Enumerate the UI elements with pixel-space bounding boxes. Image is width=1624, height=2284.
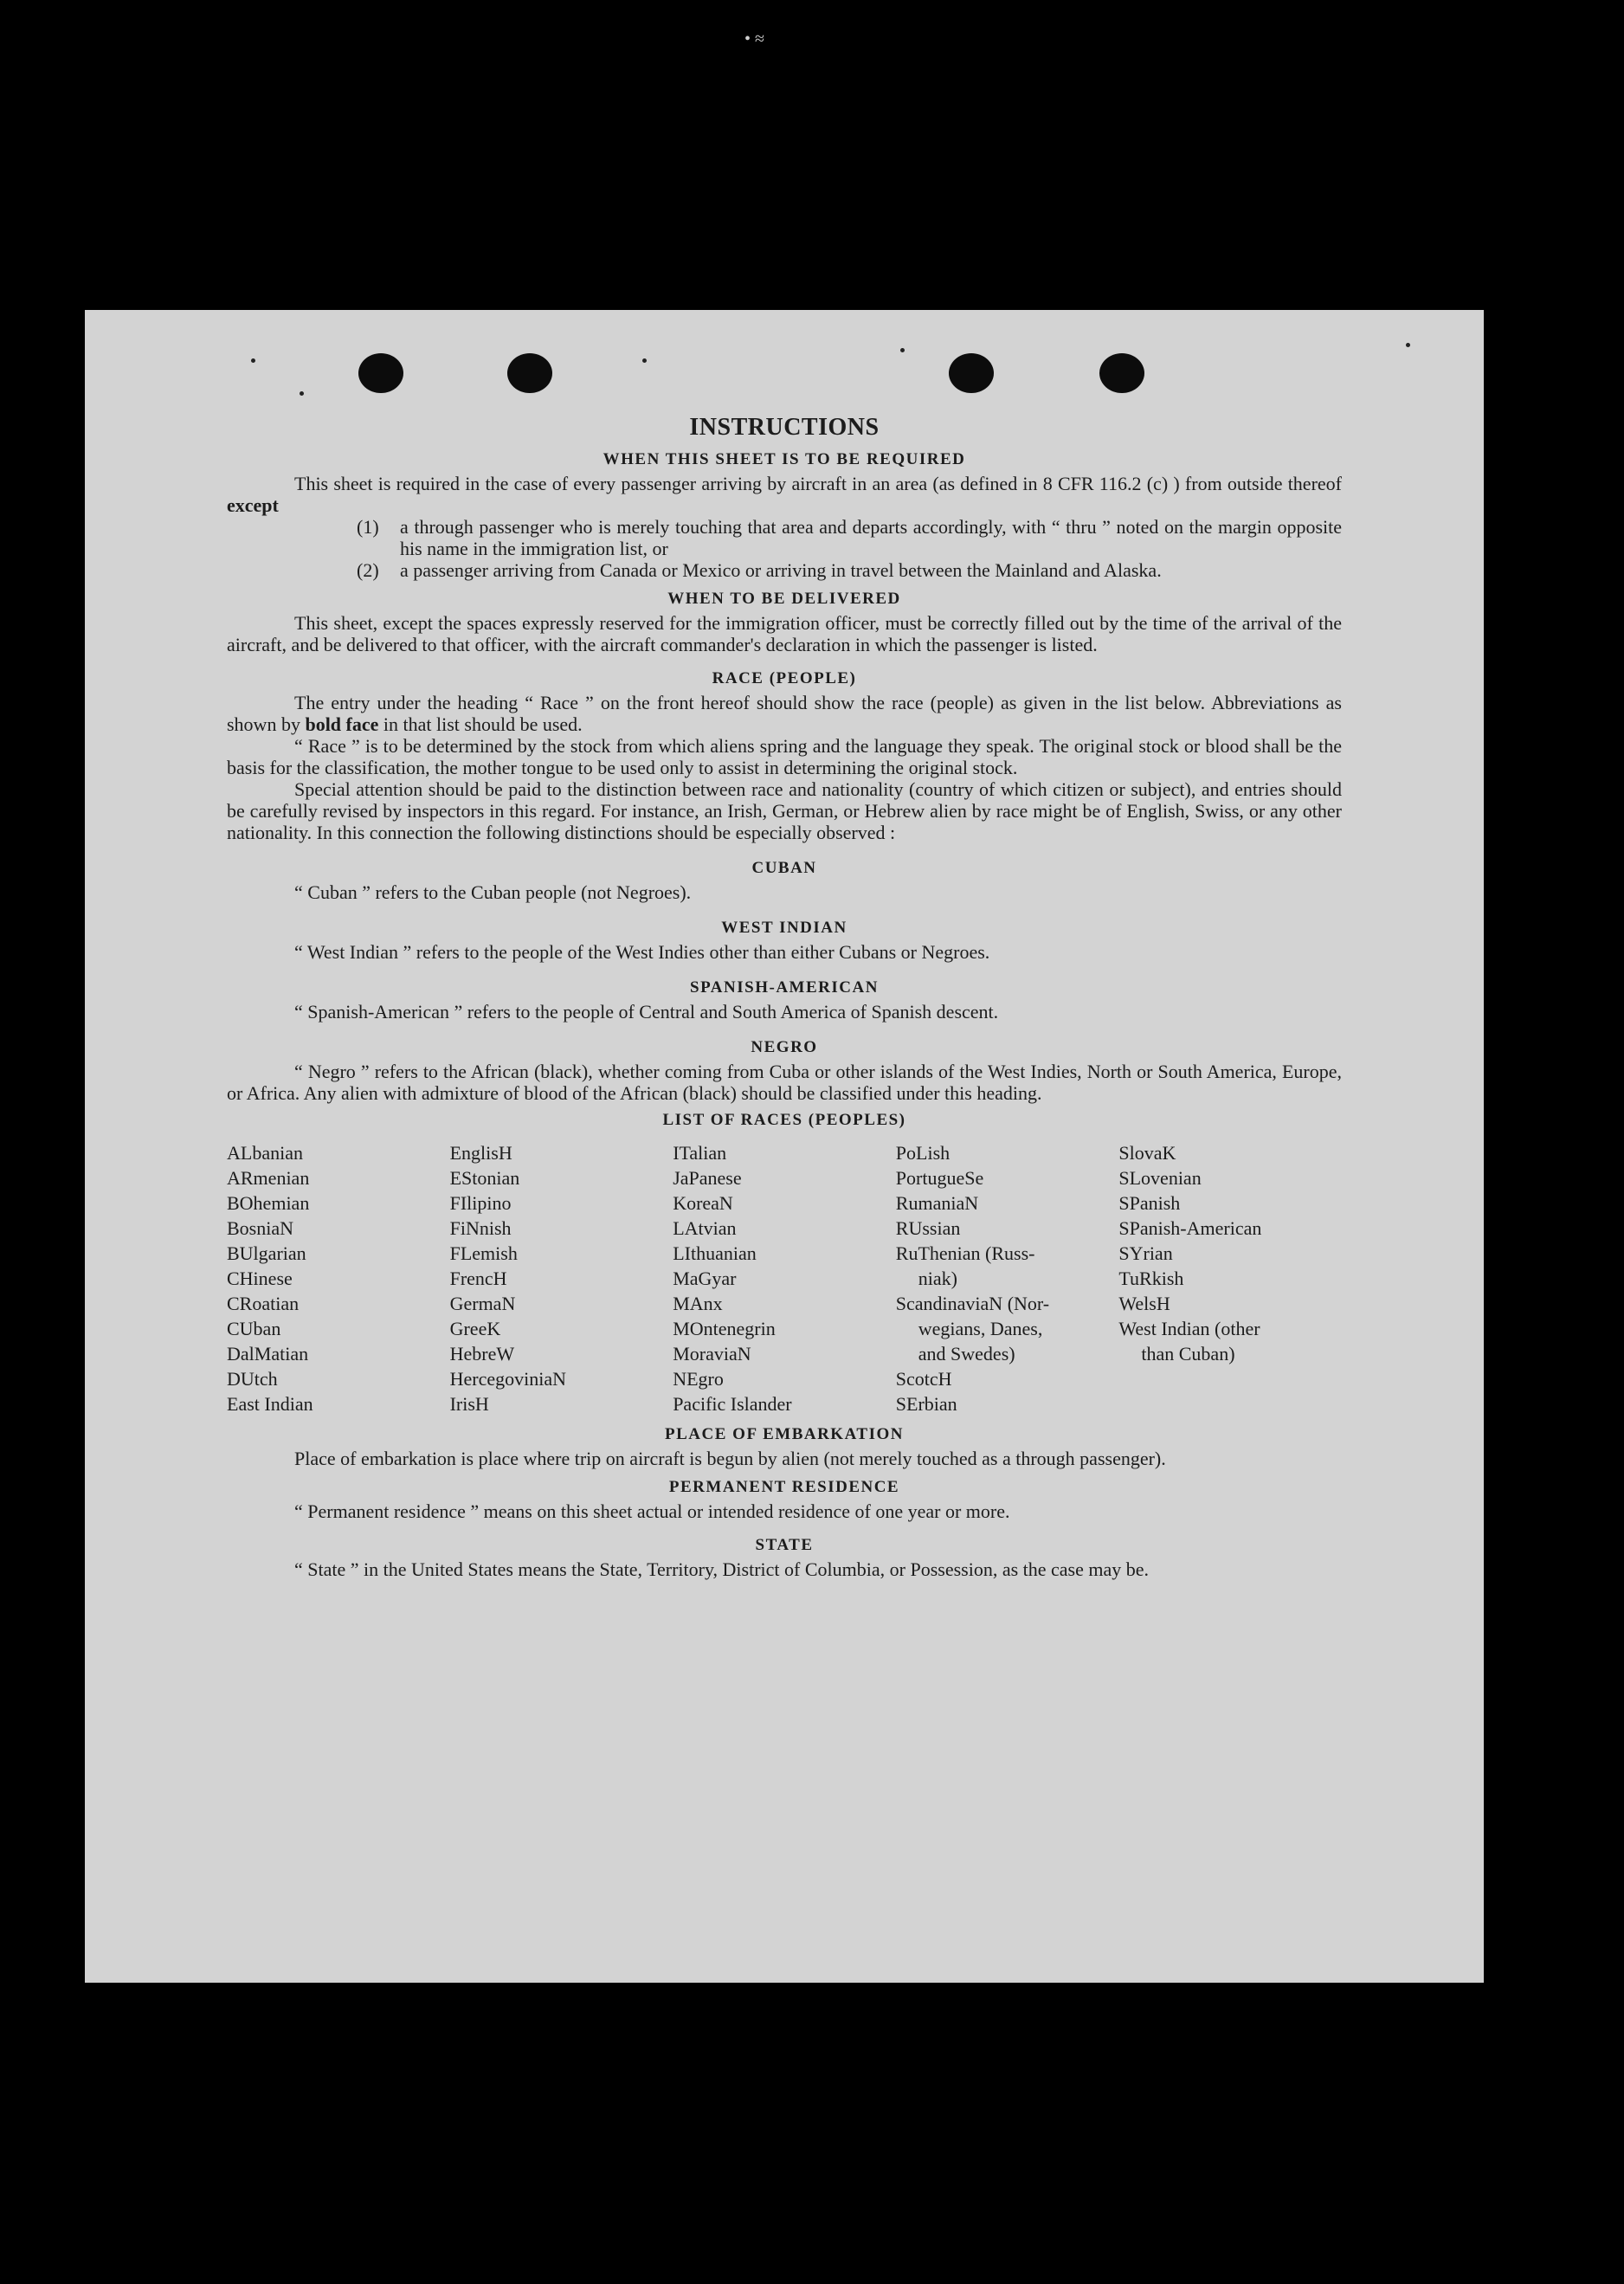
race-entry: CRoatian (227, 1293, 300, 1314)
section-heading: SPANISH-AMERICAN (690, 978, 879, 997)
race-entry: NEgro (673, 1368, 724, 1390)
item-text: a through passenger who is merely touching that area and departs accordingly, with “ thru ” noted on the margin opposite his name in the immigration list, or (400, 516, 1342, 559)
race-entry: MaGyar (673, 1268, 737, 1289)
paragraph (227, 692, 1342, 735)
race-entry: SErbian (895, 1393, 957, 1415)
race-entry: FiNnish (449, 1217, 512, 1239)
race-entry: MOntenegrin (673, 1318, 776, 1339)
section-heading: STATE (755, 1536, 814, 1554)
list-item (357, 559, 1342, 581)
list-item (357, 516, 1342, 559)
race-entry: KoreaN (673, 1192, 733, 1214)
race-entry: HebreW (449, 1343, 515, 1365)
item-number: (1) (357, 516, 379, 538)
speck (251, 358, 255, 363)
race-entry: LAtvian (673, 1217, 737, 1239)
item-number: (2) (357, 559, 379, 581)
race-entry: WelsH (1118, 1293, 1170, 1314)
paragraph: Special attention should be paid to the distinction between race and nationality (country of which citizen or subject), and entries should be carefully revised by inspectors in this regard. For instance, an Irish, German, or Hebrew alien by race might be of English, Swiss, or any other nationality. In this connection the following distinctions should be especially observed : (227, 778, 1342, 843)
race-entry: GreeK (449, 1318, 501, 1339)
punch-hole (358, 353, 403, 393)
paragraph-text: in that list should be used. (383, 713, 583, 735)
punch-hole (507, 353, 552, 393)
scan-mark: • ≈ (744, 29, 764, 48)
definition: “ Negro ” refers to the African (black), whether coming from Cuba or other islands of the West Indies, North or South America, Europe, or Africa. Any alien with admixture of blood of the African (black) should be classified under this heading. (227, 1061, 1342, 1104)
race-entry: East Indian (227, 1393, 313, 1415)
race-column (227, 1140, 450, 1416)
instruction-sheet (85, 310, 1484, 1983)
definition: Place of embarkation is place where trip on aircraft is begun by alien (not merely touched as a through passenger). (294, 1448, 1166, 1469)
section-heading: WEST INDIAN (721, 919, 847, 937)
definition: “ State ” in the United States means the State, Territory, District of Columbia, or Possession, as the case may be. (294, 1558, 1150, 1580)
page-title: INSTRUCTIONS (689, 414, 880, 441)
paragraph-text: The entry under the heading “ Race ” on the front hereof should show the race (people) as given in the list below. Abbreviations as shown by (227, 692, 1342, 735)
race-entry: MoraviaN (673, 1343, 751, 1365)
race-entry: ScandinaviaN (Nor- (895, 1293, 1050, 1314)
section-heading: PERMANENT RESIDENCE (668, 1478, 900, 1496)
race-entry: DUtch (227, 1368, 278, 1390)
paragraph-text: This sheet is required in the case of every passenger arriving by aircraft in an area (as defined in 8 CFR 116.2 (c) ) from outside thereof (294, 473, 1342, 494)
race-entry: than Cuban) (1141, 1343, 1235, 1365)
race-entry: niak) (918, 1268, 957, 1289)
race-entry: RumaniaN (895, 1192, 979, 1214)
race-entry: MAnx (673, 1293, 723, 1314)
definition: “ Permanent residence ” means on this sheet actual or intended residence of one year or more. (294, 1500, 1010, 1522)
paragraph: This sheet, except the spaces expressly reserved for the immigration officer, must be correctly filled out by the time of the arrival of the aircraft, and be delivered to that officer, with the aircraft commander's declaration in which the passenger is listed. (227, 612, 1342, 655)
race-entry: FrencH (449, 1268, 507, 1289)
race-entry: ARmenian (227, 1167, 310, 1189)
race-entry: DalMatian (227, 1343, 309, 1365)
item-text: a passenger arriving from Canada or Mexico or arriving in travel between the Mainland and Alaska. (400, 559, 1162, 581)
section-heading: RACE (PEOPLE) (712, 669, 857, 687)
race-entry: ITalian (673, 1142, 727, 1164)
race-entry: SPanish-American (1118, 1217, 1262, 1239)
punch-hole (949, 353, 994, 393)
race-entry: ALbanian (227, 1142, 303, 1164)
race-entry: SYrian (1118, 1242, 1173, 1264)
race-entry: FIlipino (449, 1192, 512, 1214)
race-entry: CHinese (227, 1268, 293, 1289)
section-heading: NEGRO (751, 1038, 818, 1056)
punch-hole (1099, 353, 1144, 393)
speck (642, 358, 647, 363)
race-column (450, 1140, 673, 1416)
section-heading: WHEN THIS SHEET IS TO BE REQUIRED (603, 450, 966, 468)
speck (1406, 343, 1410, 347)
race-entry: SLovenian (1118, 1167, 1202, 1189)
race-entry: CUban (227, 1318, 281, 1339)
race-entry: GermaN (449, 1293, 516, 1314)
section-heading: WHEN TO BE DELIVERED (667, 590, 901, 608)
race-list (227, 1140, 1342, 1416)
race-entry: wegians, Danes, (918, 1318, 1043, 1339)
race-column (673, 1140, 896, 1416)
race-entry: RuThenian (Russ- (895, 1242, 1035, 1264)
race-entry: PortugueSe (895, 1167, 984, 1189)
speck (300, 391, 304, 396)
definition: “ Spanish-American ” refers to the people of Central and South America of Spanish descent. (294, 1001, 999, 1023)
race-entry: West Indian (other (1118, 1318, 1260, 1339)
definition: “ West Indian ” refers to the people of the West Indies other than either Cubans or Negroes. (294, 941, 990, 963)
section-heading: CUBAN (751, 859, 817, 877)
section-heading: PLACE OF EMBARKATION (665, 1425, 904, 1443)
race-column (1118, 1140, 1342, 1416)
paragraph: “ Race ” is to be determined by the stock from which aliens spring and the language they speak. The original stock or blood shall be the basis for the classification, the mother tongue to be used only to assist in determining the original stock. (227, 735, 1342, 778)
definition: “ Cuban ” refers to the Cuban people (not Negroes). (294, 881, 692, 903)
race-entry: BUlgarian (227, 1242, 306, 1264)
race-entry: RUssian (895, 1217, 961, 1239)
race-entry: FLemish (449, 1242, 518, 1264)
race-entry: BOhemian (227, 1192, 310, 1214)
race-entry: HercegoviniaN (449, 1368, 566, 1390)
bold-text: except (227, 494, 279, 516)
race-entry: and Swedes) (918, 1343, 1015, 1365)
paragraph (227, 473, 1342, 516)
race-entry: PoLish (895, 1142, 951, 1164)
race-column (896, 1140, 1119, 1416)
section-heading: LIST OF RACES (PEOPLES) (662, 1111, 906, 1129)
race-entry: EStonian (449, 1167, 520, 1189)
race-entry: BosniaN (227, 1217, 293, 1239)
race-entry: LIthuanian (673, 1242, 757, 1264)
race-entry: IrisH (449, 1393, 489, 1415)
bold-text: bold face (305, 713, 379, 735)
race-entry: TuRkish (1118, 1268, 1184, 1289)
race-entry: SlovaK (1118, 1142, 1176, 1164)
race-entry: ScotcH (895, 1368, 952, 1390)
race-entry: SPanish (1118, 1192, 1181, 1214)
race-entry: Pacific Islander (673, 1393, 792, 1415)
speck (900, 348, 905, 352)
race-entry: JaPanese (673, 1167, 742, 1189)
race-entry: EnglisH (449, 1142, 512, 1164)
